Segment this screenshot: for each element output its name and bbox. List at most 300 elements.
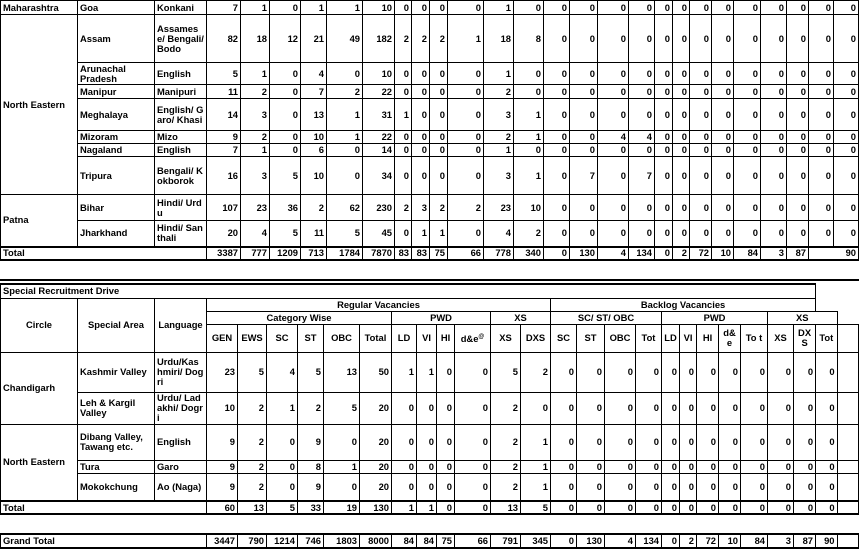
column-header: VI — [417, 324, 437, 352]
table-row — [1, 392, 859, 424]
value-cell: 0 — [794, 460, 816, 473]
value-cell: 0 — [448, 63, 484, 85]
total-value-cell: 84 — [734, 247, 761, 260]
value-cell: 0 — [430, 1, 448, 15]
grand-total-value-cell: 75 — [437, 534, 455, 548]
value-cell: 0 — [809, 99, 834, 131]
total-value-cell: 0 — [544, 247, 570, 260]
value-cell: 0 — [834, 144, 859, 157]
value-cell: 1 — [521, 473, 551, 501]
language-cell: Assamese/ Bengali/ Bodo — [155, 15, 207, 63]
value-cell: 0 — [768, 352, 794, 392]
total-value-cell: 0 — [768, 501, 794, 514]
column-header: Total — [360, 324, 392, 352]
value-cell: 0 — [734, 131, 761, 144]
value-cell: 0 — [680, 352, 697, 392]
special-recruitment-table — [0, 283, 859, 515]
value-cell: 2 — [430, 195, 448, 221]
circle-cell: Maharashtra — [1, 1, 78, 15]
total-row — [1, 247, 859, 260]
value-cell: 8 — [298, 460, 324, 473]
value-cell: 4 — [267, 352, 298, 392]
total-value-blank — [837, 501, 858, 514]
value-cell: 10 — [207, 392, 238, 424]
value-cell: 0 — [834, 15, 859, 63]
value-cell: 7 — [570, 157, 598, 195]
value-cell: 0 — [544, 1, 570, 15]
circle-cell: North Eastern — [1, 15, 78, 195]
value-cell: 9 — [298, 424, 324, 460]
value-cell: 1 — [514, 157, 544, 195]
column-header: SC — [551, 324, 577, 352]
value-cell: 0 — [680, 473, 697, 501]
column-header: OBC — [324, 324, 360, 352]
value-cell: 0 — [734, 157, 761, 195]
value-cell: 0 — [794, 352, 816, 392]
total-value-cell: 340 — [514, 247, 544, 260]
value-cell: 1 — [327, 1, 363, 15]
value-cell: 0 — [448, 157, 484, 195]
value-cell: 0 — [629, 85, 655, 99]
value-cell: 23 — [207, 352, 238, 392]
column-header: SC — [267, 324, 298, 352]
value-cell: 0 — [544, 144, 570, 157]
value-cell: 0 — [412, 131, 430, 144]
value-cell: 0 — [712, 1, 734, 15]
value-cell: 0 — [690, 195, 712, 221]
value-cell: 2 — [514, 221, 544, 247]
value-cell: 3 — [484, 157, 514, 195]
total-value-cell: 134 — [629, 247, 655, 260]
value-cell: 11 — [207, 85, 241, 99]
value-cell: 0 — [551, 392, 577, 424]
value-cell: 0 — [629, 15, 655, 63]
value-cell: 0 — [768, 473, 794, 501]
special-area-cell: Kashmir Valley — [78, 352, 155, 392]
value-cell: 20 — [360, 460, 392, 473]
value-cell: 0 — [605, 473, 636, 501]
value-cell: 2 — [412, 15, 430, 63]
value-cell: 0 — [455, 473, 491, 501]
value-cell: 0 — [834, 157, 859, 195]
value-cell: 0 — [430, 144, 448, 157]
value-cell: 0 — [697, 352, 719, 392]
value-cell: 1 — [395, 99, 412, 131]
language-cell: Hindi/ Urdu — [155, 195, 207, 221]
value-cell: 0 — [570, 144, 598, 157]
value-cell: 20 — [360, 473, 392, 501]
value-cell: 0 — [655, 1, 673, 15]
table-row — [1, 473, 859, 501]
value-cell: 0 — [741, 460, 768, 473]
value-cell: 1 — [241, 144, 270, 157]
value-cell: 0 — [327, 63, 363, 85]
value-cell: 0 — [267, 473, 298, 501]
value-cell: 0 — [267, 460, 298, 473]
special-area-cell: Mizoram — [78, 131, 155, 144]
value-cell: 12 — [270, 15, 301, 63]
value-cell: 1 — [301, 1, 327, 15]
value-cell: 0 — [712, 157, 734, 195]
value-cell: 50 — [360, 352, 392, 392]
value-cell: 0 — [544, 195, 570, 221]
value-cell: 5 — [298, 352, 324, 392]
column-header: OBC — [605, 324, 636, 352]
value-cell: 0 — [636, 392, 662, 424]
value-cell: 0 — [809, 144, 834, 157]
value-cell: 0 — [392, 424, 417, 460]
value-cell: 1 — [521, 424, 551, 460]
value-cell: 0 — [787, 221, 809, 247]
value-cell: 0 — [267, 424, 298, 460]
language-cell: Konkani — [155, 1, 207, 15]
grand-total-value-cell: 4 — [605, 534, 636, 548]
header-backlog-xs: XS — [768, 311, 838, 324]
value-cell: 0 — [270, 63, 301, 85]
value-cell: 3 — [241, 157, 270, 195]
value-cell: 0 — [544, 85, 570, 99]
value-cell: 0 — [768, 424, 794, 460]
value-cell: 0 — [455, 460, 491, 473]
value-cell: 1 — [484, 1, 514, 15]
grand-total-value-cell: 87 — [794, 534, 816, 548]
special-area-cell: Nagaland — [78, 144, 155, 157]
value-cell: 9 — [298, 473, 324, 501]
table-row — [1, 195, 859, 221]
value-cell: 8 — [514, 15, 544, 63]
total-value-cell: 130 — [360, 501, 392, 514]
total-label: Total — [1, 247, 207, 260]
special-area-cell: Tura — [78, 460, 155, 473]
value-cell: 2 — [521, 352, 551, 392]
value-cell: 0 — [577, 352, 605, 392]
value-cell: 0 — [673, 99, 690, 131]
value-cell: 5 — [270, 221, 301, 247]
grand-total-value-cell: 345 — [521, 534, 551, 548]
value-cell: 5 — [238, 352, 267, 392]
value-cell: 10 — [363, 1, 395, 15]
value-cell: 0 — [809, 131, 834, 144]
value-cell: 0 — [514, 144, 544, 157]
column-header: VI — [680, 324, 697, 352]
table-row — [1, 424, 859, 460]
value-cell: 3 — [484, 99, 514, 131]
value-cell: 23 — [241, 195, 270, 221]
value-cell: 0 — [570, 63, 598, 85]
value-cell: 0 — [598, 195, 629, 221]
column-header: HI — [697, 324, 719, 352]
value-cell: 182 — [363, 15, 395, 63]
value-cell: 0 — [719, 352, 741, 392]
value-cell: 2 — [484, 85, 514, 99]
total-value-cell: 0 — [662, 501, 680, 514]
value-cell: 14 — [363, 144, 395, 157]
value-cell: 0 — [412, 85, 430, 99]
value-cell: 0 — [412, 144, 430, 157]
value-cell: 0 — [655, 15, 673, 63]
value-cell: 0 — [551, 473, 577, 501]
value-cell: 0 — [629, 195, 655, 221]
grand-total-blank — [837, 534, 859, 548]
language-cell: English/ Garo/ Khasi — [155, 99, 207, 131]
value-cell: 0 — [734, 63, 761, 85]
value-cell: 2 — [491, 473, 521, 501]
table-row — [1, 85, 859, 99]
grand-total-value-cell: 10 — [719, 534, 741, 548]
value-cell: 4 — [598, 131, 629, 144]
value-cell: 4 — [629, 131, 655, 144]
value-cell: 1 — [412, 221, 430, 247]
value-cell: 7 — [207, 144, 241, 157]
value-cell: 0 — [598, 63, 629, 85]
value-cell: 0 — [605, 352, 636, 392]
total-value-cell: 3387 — [207, 247, 241, 260]
value-cell: 0 — [787, 85, 809, 99]
header-sc-st-obc: SC/ ST/ OBC — [551, 311, 662, 324]
value-cell: 0 — [761, 63, 787, 85]
total-value-cell: 1 — [392, 501, 417, 514]
total-value-cell: 60 — [207, 501, 238, 514]
value-cell: 20 — [207, 221, 241, 247]
value-cell: 0 — [570, 195, 598, 221]
value-cell: 9 — [207, 473, 238, 501]
value-cell: 3 — [241, 99, 270, 131]
grand-total-label: Grand Total — [1, 534, 207, 548]
column-header: DXS — [521, 324, 551, 352]
value-cell: 0 — [761, 195, 787, 221]
column-header: XS — [768, 324, 794, 352]
grand-total-value-cell: 66 — [455, 534, 491, 548]
value-cell: 0 — [662, 352, 680, 392]
value-cell: 4 — [301, 63, 327, 85]
value-cell: 0 — [605, 424, 636, 460]
grand-total-value-cell: 1803 — [324, 534, 360, 548]
value-cell: 18 — [241, 15, 270, 63]
value-cell: 0 — [787, 63, 809, 85]
value-cell: 0 — [787, 1, 809, 15]
value-cell: 13 — [301, 99, 327, 131]
value-cell: 0 — [734, 144, 761, 157]
value-cell: 9 — [207, 131, 241, 144]
value-cell: 2 — [241, 85, 270, 99]
value-cell-blank — [837, 424, 858, 460]
value-cell: 2 — [238, 473, 267, 501]
vacancy-table-top — [0, 0, 859, 261]
value-cell: 0 — [629, 63, 655, 85]
value-cell: 0 — [417, 392, 437, 424]
column-header: Tot — [636, 324, 662, 352]
value-cell: 10 — [301, 131, 327, 144]
value-cell: 0 — [437, 392, 455, 424]
value-cell: 0 — [719, 460, 741, 473]
value-cell: 0 — [834, 63, 859, 85]
special-area-cell: Bihar — [78, 195, 155, 221]
value-cell: 1 — [448, 15, 484, 63]
value-cell: 0 — [448, 99, 484, 131]
value-cell: 1 — [521, 460, 551, 473]
value-cell: 0 — [544, 99, 570, 131]
value-cell: 22 — [363, 131, 395, 144]
value-cell: 0 — [712, 15, 734, 63]
value-cell-blank — [837, 352, 858, 392]
value-cell: 0 — [761, 157, 787, 195]
value-cell-blank — [837, 392, 858, 424]
value-cell: 1 — [484, 63, 514, 85]
value-cell: 0 — [712, 144, 734, 157]
value-cell: 16 — [207, 157, 241, 195]
value-cell: 0 — [834, 85, 859, 99]
total-label: Total — [1, 501, 207, 514]
value-cell: 49 — [327, 15, 363, 63]
grand-total-value-cell: 8000 — [360, 534, 392, 548]
value-cell: 0 — [834, 195, 859, 221]
value-cell: 0 — [521, 392, 551, 424]
value-cell: 0 — [809, 157, 834, 195]
language-cell: Bengali/ Kokborok — [155, 157, 207, 195]
value-cell: 1 — [484, 144, 514, 157]
value-cell: 0 — [761, 99, 787, 131]
value-cell: 0 — [734, 99, 761, 131]
circle-cell: Chandigarh — [1, 352, 78, 424]
value-cell: 0 — [324, 424, 360, 460]
special-area-cell: Tripura — [78, 157, 155, 195]
value-cell: 62 — [327, 195, 363, 221]
table-row — [1, 1, 859, 15]
value-cell: 0 — [816, 460, 837, 473]
value-cell: 0 — [417, 473, 437, 501]
total-value-cell: 75 — [430, 247, 448, 260]
value-cell: 0 — [690, 221, 712, 247]
column-header: d& e — [719, 324, 741, 352]
value-cell: 82 — [207, 15, 241, 63]
value-cell: 7 — [301, 85, 327, 99]
column-header: EWS — [238, 324, 267, 352]
value-cell: 1 — [327, 131, 363, 144]
special-area-cell: Mokokchung — [78, 473, 155, 501]
header-xs: XS — [491, 311, 551, 324]
total-value-cell: 1 — [417, 501, 437, 514]
value-cell: 36 — [270, 195, 301, 221]
value-cell: 2 — [238, 460, 267, 473]
value-cell: 5 — [207, 63, 241, 85]
total-value-cell: 0 — [680, 501, 697, 514]
header-backlog-pwd: PWD — [662, 311, 768, 324]
grand-total-value-cell: 84 — [417, 534, 437, 548]
value-cell: 0 — [412, 63, 430, 85]
value-cell: 0 — [395, 157, 412, 195]
value-cell: 2 — [484, 131, 514, 144]
value-cell: 11 — [301, 221, 327, 247]
value-cell: 13 — [324, 352, 360, 392]
value-cell: 0 — [734, 221, 761, 247]
grand-total-value-cell: 130 — [577, 534, 605, 548]
value-cell: 0 — [577, 392, 605, 424]
value-cell: 0 — [809, 221, 834, 247]
value-cell: 9 — [207, 460, 238, 473]
value-cell: 0 — [690, 131, 712, 144]
value-cell: 0 — [395, 63, 412, 85]
value-cell: 0 — [417, 460, 437, 473]
value-cell: 3 — [412, 195, 430, 221]
total-value-cell: 90 — [809, 247, 859, 260]
value-cell: 0 — [395, 1, 412, 15]
value-cell: 0 — [741, 352, 768, 392]
value-cell: 1 — [241, 63, 270, 85]
value-cell: 0 — [598, 1, 629, 15]
value-cell: 0 — [437, 424, 455, 460]
table-row — [1, 221, 859, 247]
value-cell: 0 — [655, 195, 673, 221]
value-cell: 2 — [448, 195, 484, 221]
value-cell: 0 — [448, 1, 484, 15]
language-cell: English — [155, 144, 207, 157]
value-cell: 0 — [768, 392, 794, 424]
value-cell: 0 — [662, 460, 680, 473]
value-cell: 0 — [430, 63, 448, 85]
grand-total-value-cell: 791 — [491, 534, 521, 548]
grand-total-value-cell: 134 — [636, 534, 662, 548]
total-value-cell: 0 — [577, 501, 605, 514]
column-header: DX S — [794, 324, 816, 352]
grand-total-value-cell: 72 — [697, 534, 719, 548]
grand-total-value-cell: 90 — [816, 534, 837, 548]
value-cell: 0 — [514, 63, 544, 85]
value-cell: 0 — [816, 424, 837, 460]
value-cell: 0 — [719, 473, 741, 501]
value-cell: 0 — [412, 1, 430, 15]
total-value-cell: 1784 — [327, 247, 363, 260]
value-cell: 0 — [514, 1, 544, 15]
column-header: XS — [491, 324, 521, 352]
total-value-cell: 72 — [690, 247, 712, 260]
value-cell: 0 — [270, 131, 301, 144]
value-cell: 2 — [301, 195, 327, 221]
total-value-cell: 0 — [794, 501, 816, 514]
value-cell: 0 — [544, 157, 570, 195]
value-cell: 34 — [363, 157, 395, 195]
column-header: HI — [437, 324, 455, 352]
total-value-cell: 0 — [455, 501, 491, 514]
value-cell: 45 — [363, 221, 395, 247]
value-cell: 0 — [551, 424, 577, 460]
total-value-cell: 0 — [636, 501, 662, 514]
total-value-cell: 130 — [570, 247, 598, 260]
value-cell: 0 — [680, 424, 697, 460]
value-cell: 0 — [448, 221, 484, 247]
value-cell: 0 — [551, 460, 577, 473]
value-cell: 0 — [605, 392, 636, 424]
value-cell: 0 — [655, 131, 673, 144]
value-cell: 2 — [430, 15, 448, 63]
grand-total-value-cell: 2 — [680, 534, 697, 548]
total-value-cell: 0 — [655, 247, 673, 260]
value-cell: 0 — [834, 1, 859, 15]
total-value-cell: 1209 — [270, 247, 301, 260]
value-cell: 9 — [207, 424, 238, 460]
value-cell: 0 — [455, 352, 491, 392]
value-cell: 0 — [437, 460, 455, 473]
value-cell: 0 — [544, 221, 570, 247]
value-cell: 0 — [570, 131, 598, 144]
table-row — [1, 144, 859, 157]
value-cell: 0 — [787, 99, 809, 131]
total-value-cell: 0 — [605, 501, 636, 514]
value-cell: 2 — [491, 460, 521, 473]
value-cell: 0 — [551, 352, 577, 392]
value-cell: 0 — [270, 85, 301, 99]
value-cell: 0 — [655, 63, 673, 85]
value-cell: 0 — [395, 221, 412, 247]
